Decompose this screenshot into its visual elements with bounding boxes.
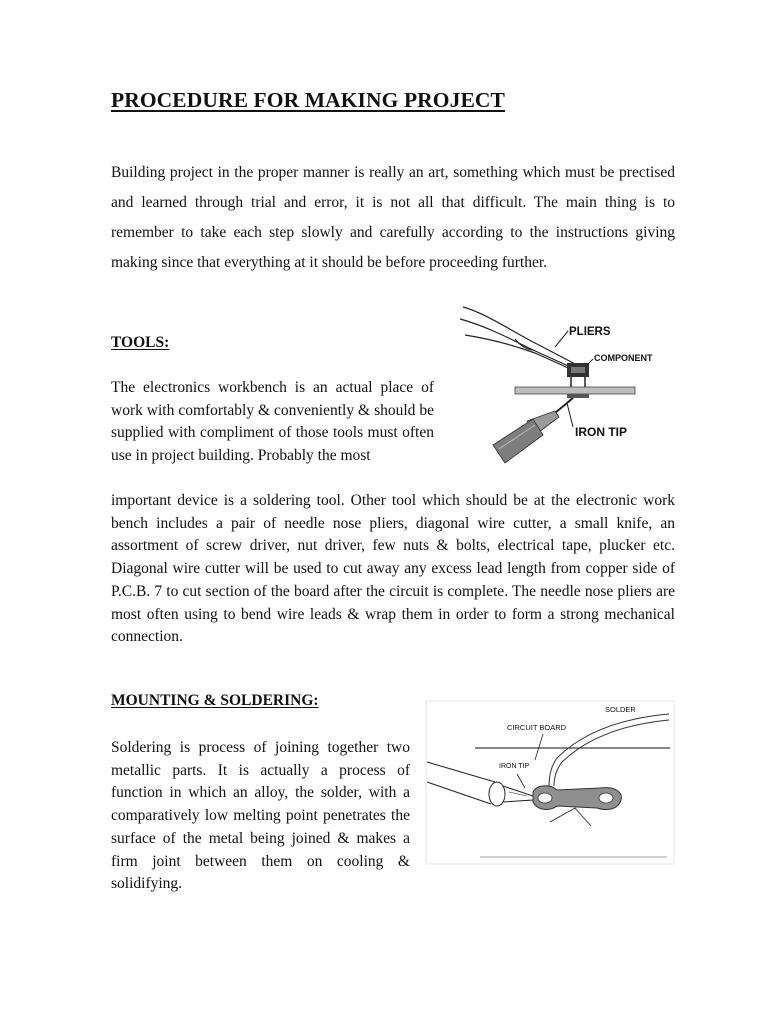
- circuit-board-drawing: [515, 387, 635, 398]
- iron-tip-label: IRON TIP: [575, 425, 628, 439]
- iron-tip-label-2: IRON TIP: [499, 763, 530, 770]
- component-label: COMPONENT: [594, 353, 653, 363]
- tools-paragraph-full: important device is a soldering tool. Other tool which should be at the electronic work bench includes a pair of needle nose pliers, diagonal wire cutter, a small knife, an assortment of screw driver, nut driver, few nuts & bolts, electrical tape, plucker etc. Diagonal wire cutter will be used to cut away any excess lead length from copper side of P.C.B. 7 to cut section of the board after the circuit is complete. The needle nose pliers are most often using to bend wire leads & wrap them in order to form a strong mechanical connection.: [111, 492, 675, 646]
- tools-heading: TOOLS:: [111, 334, 170, 351]
- tools-paragraph-wrapped: The electronics workbench is an actual place of work with comfortably & conveniently & should be supplied with compliment of those tools must often use in project building. Probably the most: [111, 379, 434, 465]
- soldering-paragraph: Soldering is process of joining together two metallic parts. It is actually a process of function in which an alloy, the solder, with a comparatively low melting point penetrates the surface of the metal being joined & makes a firm joint between them on cooling & solidifying.: [111, 739, 410, 893]
- intro-paragraph: Building project in the proper manner is really an art, something which must be prectised and learned through trial and error, it is not all that difficult. The main thing is to remember to take each step slowly and carefully according to the instructions giving making since that everything at it should be before proceeding further.: [111, 164, 675, 271]
- page-title: PROCEDURE FOR MAKING PROJECT: [111, 88, 505, 112]
- circuit-board-label: CIRCUIT BOARD: [507, 723, 567, 732]
- pliers-label: PLIERS: [569, 326, 611, 338]
- soldering-iron-drawing: [493, 398, 573, 463]
- figure-leader-lines: [555, 331, 593, 427]
- pliers-drawing: [460, 307, 583, 371]
- pliers-soldering-figure: [455, 295, 680, 470]
- joint-drawing: [533, 786, 621, 810]
- soldering-joint-figure: [425, 700, 675, 865]
- component-drawing: [567, 363, 589, 387]
- mounting-soldering-heading: MOUNTING & SOLDERING:: [111, 692, 319, 709]
- solder-wire-drawing: [549, 714, 669, 786]
- solder-label: SOLDER: [605, 705, 636, 714]
